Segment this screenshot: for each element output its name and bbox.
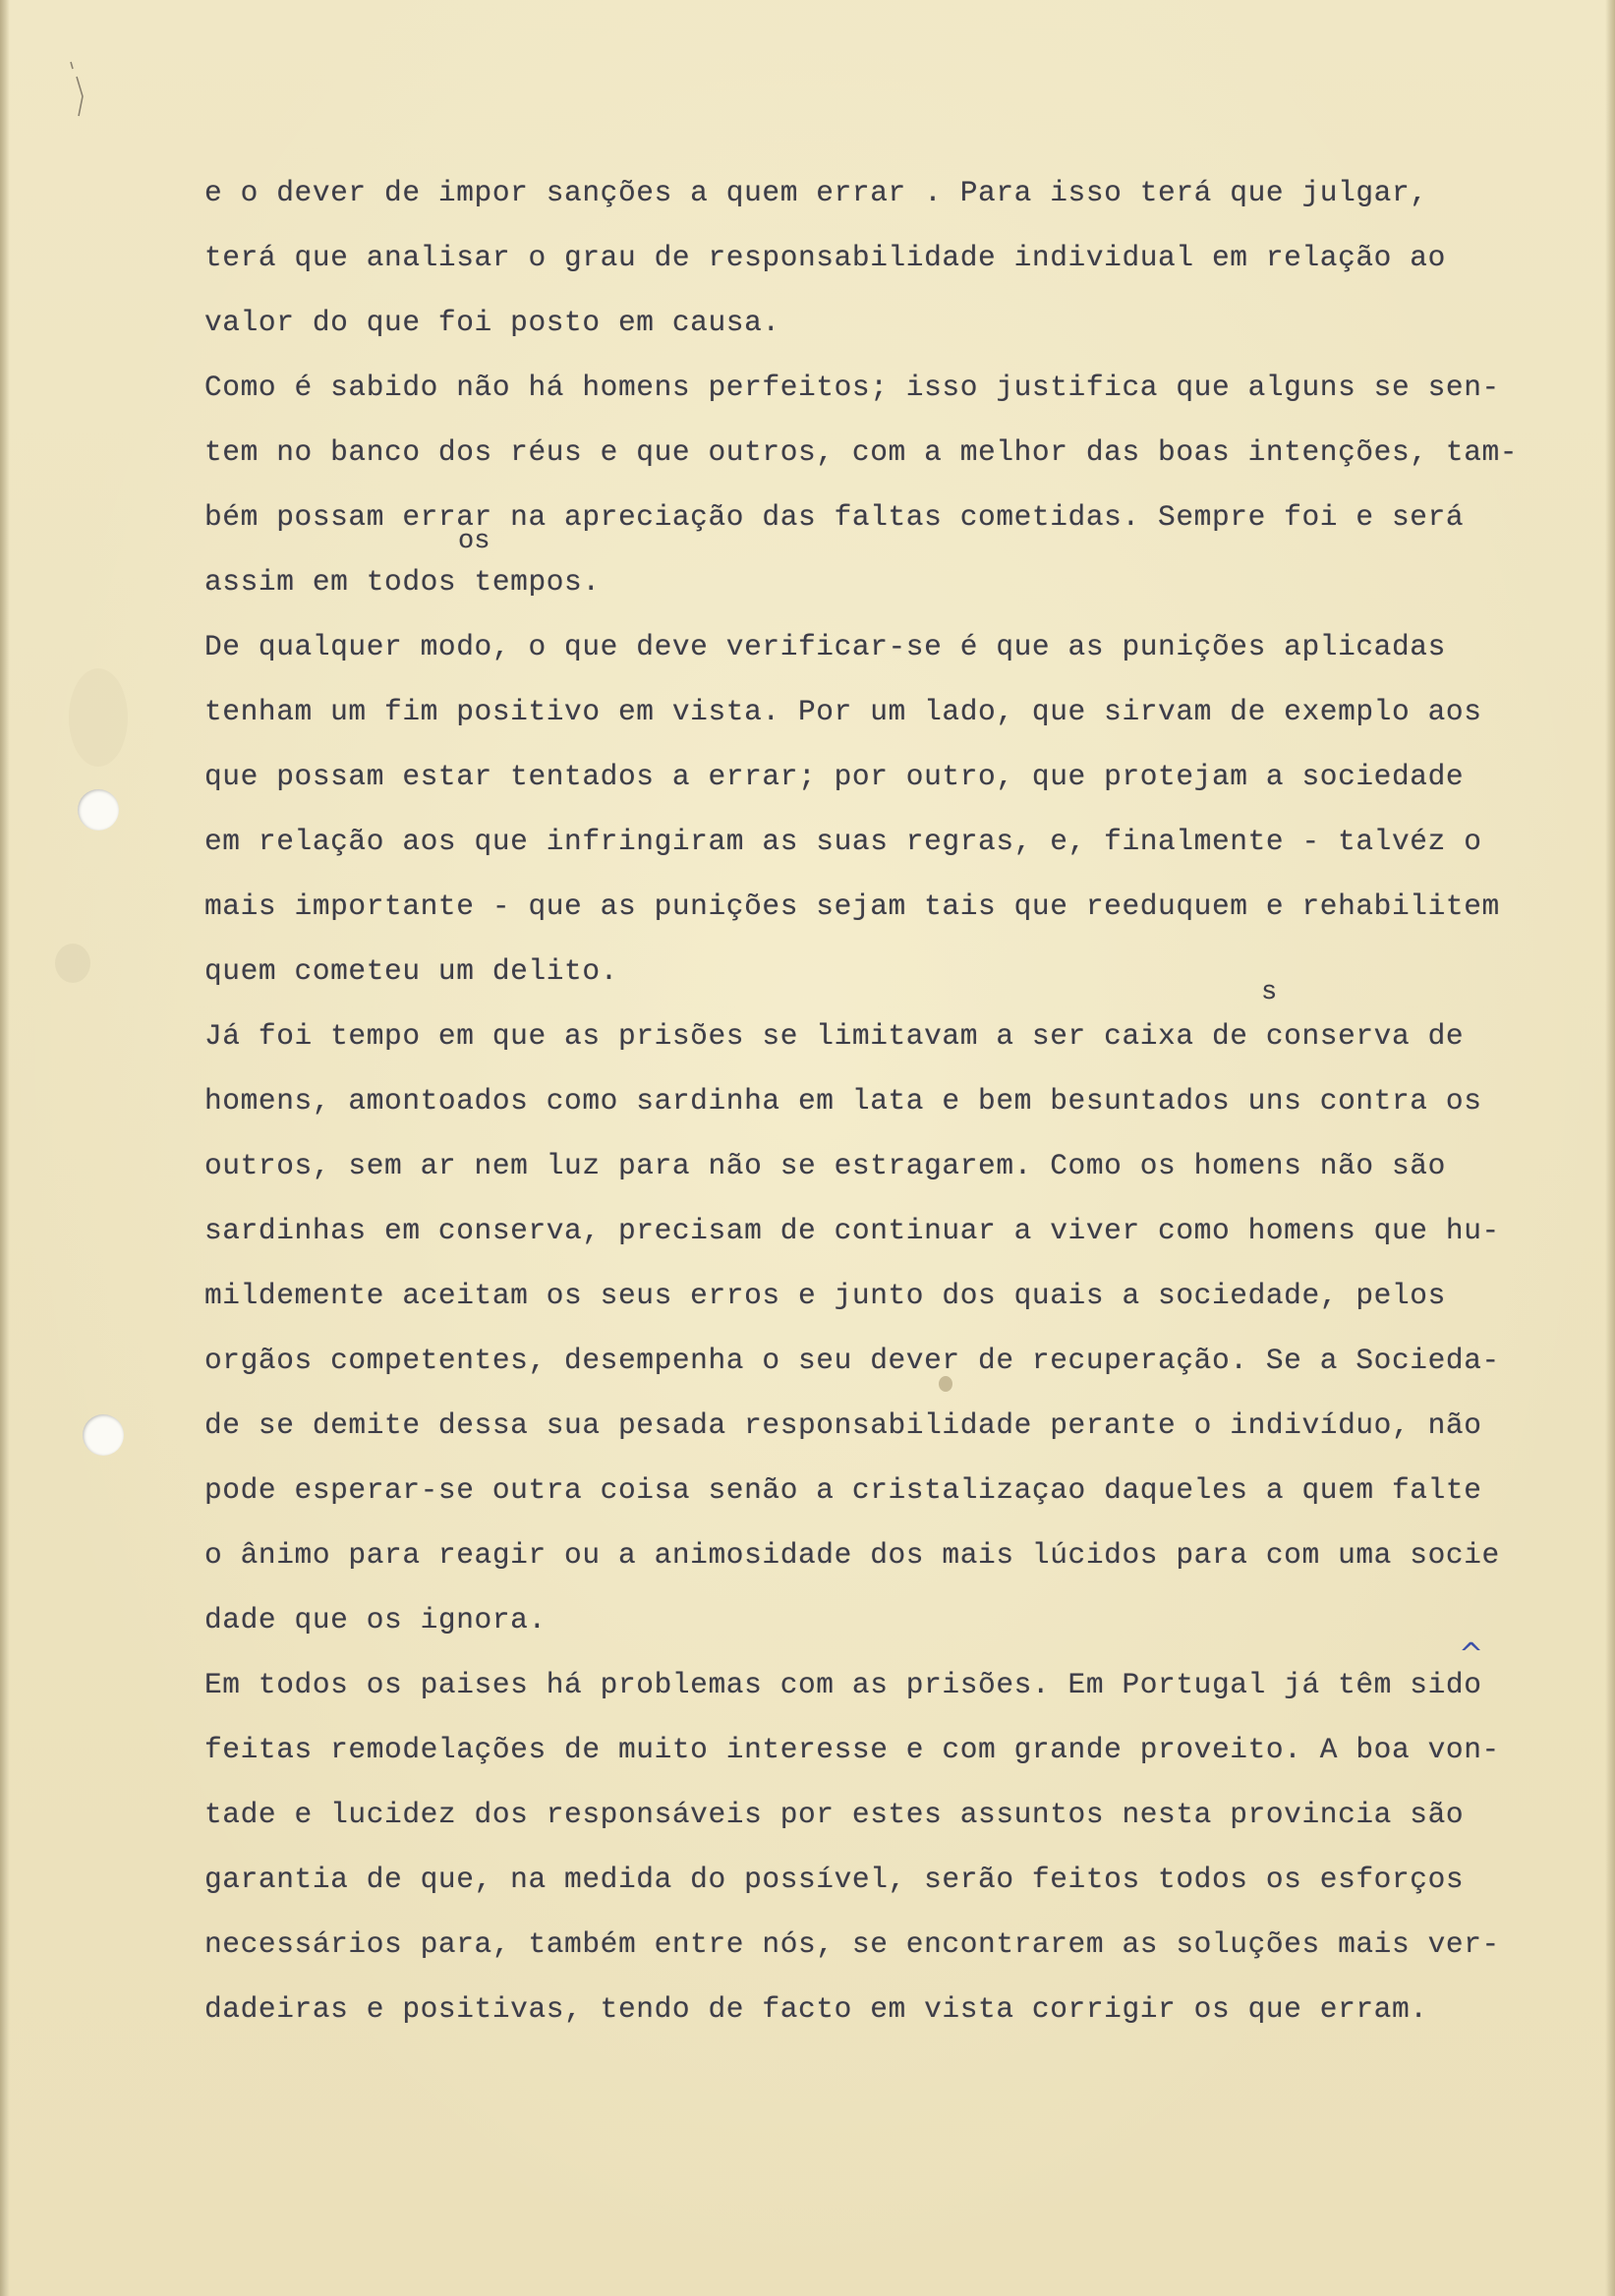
text-line: Já foi tempo em que as prisões se limitavam a ser caixa de conserva de (204, 1019, 1465, 1053)
text-line: feitas remodelações de muito interesse e com grande proveito. A boa von- (204, 1733, 1500, 1766)
text-line: tade e lucidez dos responsáveis por estes assuntos nesta provincia são (204, 1798, 1465, 1831)
text-line: dade que os ignora. (204, 1603, 547, 1636)
text-line: tem no banco dos réus e que outros, com a melhor das boas intenções, tam- (204, 435, 1519, 469)
handwritten-caret-mark: ^ (1459, 1637, 1484, 1672)
text-line: outros, sem ar nem luz para não se estragarem. Como os homens não são (204, 1149, 1446, 1182)
text-line: tenham um fim positivo em vista. Por um lado, que sirvam de exemplo aos (204, 695, 1482, 728)
text-line: de se demite dessa sua pesada responsabilidade perante o indivíduo, não (204, 1408, 1482, 1442)
paper-stain (69, 668, 128, 767)
text-line: quem cometeu um delito. (204, 954, 618, 988)
text-line: necessários para, também entre nós, se encontrarem as soluções mais ver- (204, 1927, 1500, 1961)
text-line: mildemente aceitam os seus erros e junto dos quais a sociedade, pelos (204, 1279, 1446, 1312)
text-line: que possam estar tentados a errar; por outro, que protejam a sociedade (204, 760, 1465, 793)
text-line: sardinhas em conserva, precisam de continuar a viver como homens que hu- (204, 1214, 1500, 1247)
text-line: Como é sabido não há homens perfeitos; isso justifica que alguns se sen- (204, 371, 1500, 404)
punch-hole-bottom (83, 1414, 124, 1456)
text-line: orgãos competentes, desempenha o seu dever de recuperação. Se a Socieda- (204, 1344, 1500, 1377)
punch-hole-top (78, 789, 119, 831)
typed-text-body (204, 160, 1615, 2041)
text-line: o ânimo para reagir ou a animosidade dos mais lúcidos para com uma socie (204, 1538, 1500, 1572)
ink-smudge (55, 944, 90, 983)
text-line: pode esperar-se outra coisa senão a cristalizaçao daqueles a quem falte (204, 1473, 1482, 1507)
pencil-corner-mark (61, 57, 100, 136)
text-line: terá que analisar o grau de responsabilidade individual em relação ao (204, 241, 1446, 274)
text-line: em relação aos que infringiram as suas regras, e, finalmente - talvéz o (204, 825, 1482, 858)
text-line: homens, amontoados como sardinha em lata e bem besuntados uns contra os (204, 1084, 1482, 1118)
paper-left-edge (0, 0, 10, 2296)
interlinear-insertion-s: s (1261, 978, 1278, 1007)
text-line: valor do que foi posto em causa. (204, 306, 780, 339)
text-line: mais importante - que as punições sejam tais que reeduquem e rehabilitem (204, 890, 1500, 923)
interlinear-insertion-os: os (458, 527, 490, 556)
text-line: garantia de que, na medida do possível, serão feitos todos os esforços (204, 1863, 1465, 1896)
text-line: bém possam errar na apreciação das faltas cometidas. Sempre foi e será (204, 500, 1465, 534)
text-line: dadeiras e positivas, tendo de facto em vista corrigir os que erram. (204, 1992, 1428, 2026)
text-line: De qualquer modo, o que deve verificar-se é que as punições aplicadas (204, 630, 1446, 663)
text-line: Em todos os paises há problemas com as prisões. Em Portugal já têm sido (204, 1668, 1482, 1701)
text-line: e o dever de impor sanções a quem errar . Para isso terá que julgar, (204, 176, 1428, 209)
text-line: assim em todos tempos. (204, 565, 601, 599)
